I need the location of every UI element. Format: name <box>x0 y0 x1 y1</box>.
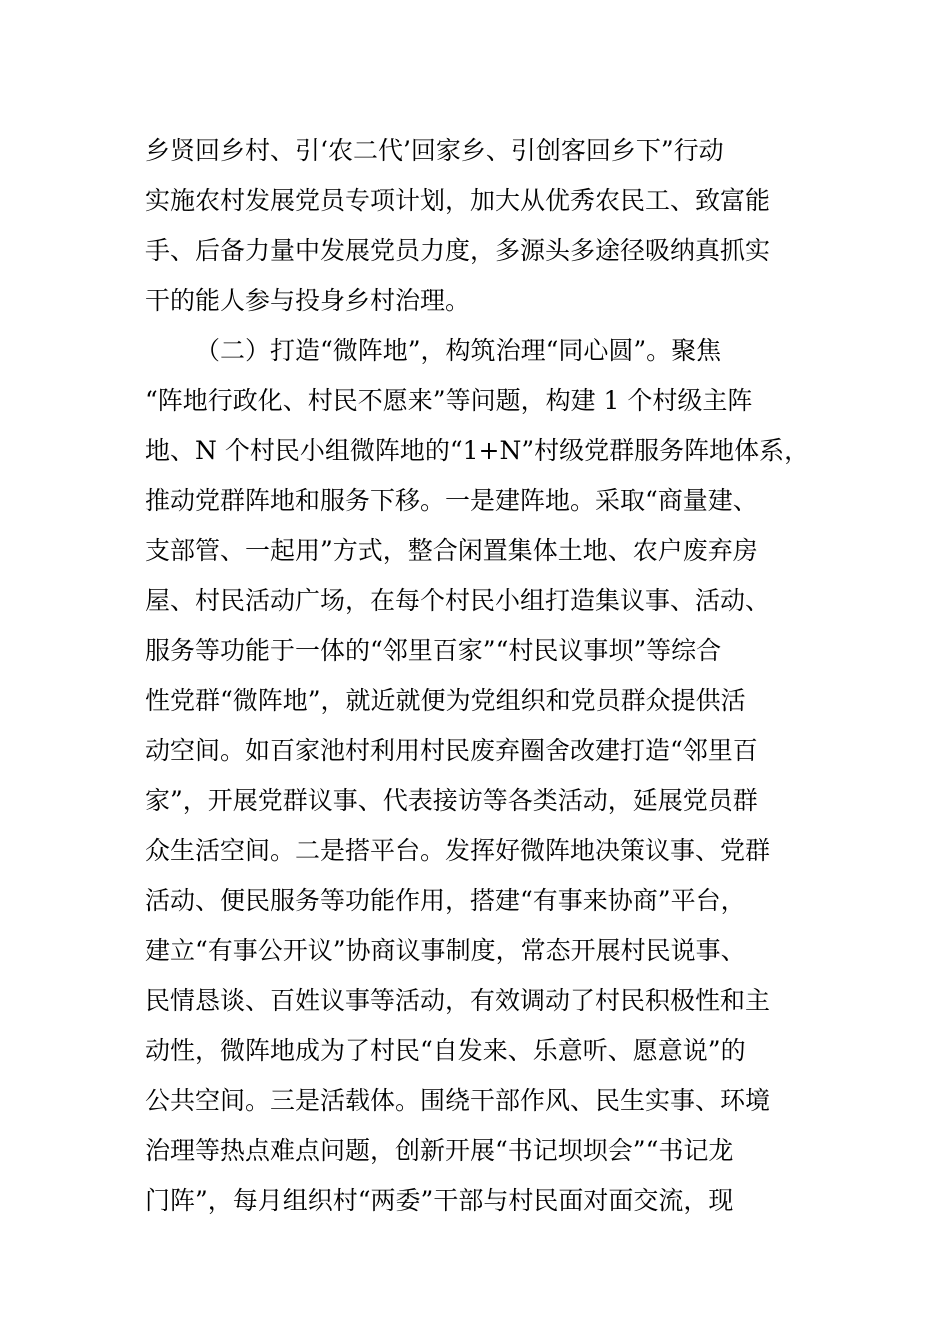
text-line: 性党群“微阵地”，就近就便为党组织和党员群众提供活 <box>145 686 746 715</box>
text-line: 活动、便民服务等功能作用，搭建“有事来协商”平台， <box>145 886 746 915</box>
text-line: 建立“有事公开议”协商议事制度，常态开展村民说事、 <box>145 936 746 965</box>
text-line: 门阵”，每月组织村“两委”干部与村民面对面交流，现 <box>145 1186 734 1215</box>
text-line: 动空间。如百家池村利用村民废弃圈舍改建打造“邻里百 <box>145 736 758 765</box>
text-line: 乡贤回乡村、引‘农二代’回家乡、引创客回乡下”行动 <box>145 136 724 165</box>
text-line: 实施农村发展党员专项计划，加大从优秀农民工、致富能 <box>145 186 771 215</box>
text-line: 支部管、一起用”方式，整合闲置集体土地、农户废弃房 <box>145 536 758 565</box>
text-line: 推动党群阵地和服务下移。一是建阵地。采取“商量建、 <box>145 486 758 515</box>
text-line: 屋、村民活动广场，在每个村民小组打造集议事、活动、 <box>145 586 771 615</box>
text-line: 手、后备力量中发展党员力度，多源头多途径吸纳真抓实 <box>145 236 771 265</box>
text-line: 干的能人参与投身乡村治理。 <box>145 286 471 315</box>
text-line: 服务等功能于一体的“邻里百家”“村民议事坝”等综合 <box>145 636 722 665</box>
text-line: 地、N 个村民小组微阵地的“1+N”村级党群服务阵地体系， <box>145 436 810 465</box>
section-heading-line: （二）打造“微阵地”，构筑治理“同心圆”。聚焦 <box>195 336 722 365</box>
text-line: 家”，开展党群议事、代表接访等各类活动，延展党员群 <box>145 786 758 815</box>
text-line: “阵地行政化、村民不愿来”等问题，构建 1 个村级主阵 <box>145 386 753 415</box>
text-line: 众生活空间。二是搭平台。发挥好微阵地决策议事、党群 <box>145 836 771 865</box>
text-line: 治理等热点难点问题，创新开展“书记坝坝会”“书记龙 <box>145 1136 734 1165</box>
body-text <box>145 126 845 1226</box>
text-line: 公共空间。三是活载体。围绕干部作风、民生实事、环境 <box>145 1086 771 1115</box>
text-line: 动性，微阵地成为了村民“自发来、乐意听、愿意说”的 <box>145 1036 746 1065</box>
text-line: 民情恳谈、百姓议事等活动，有效调动了村民积极性和主 <box>145 986 771 1015</box>
